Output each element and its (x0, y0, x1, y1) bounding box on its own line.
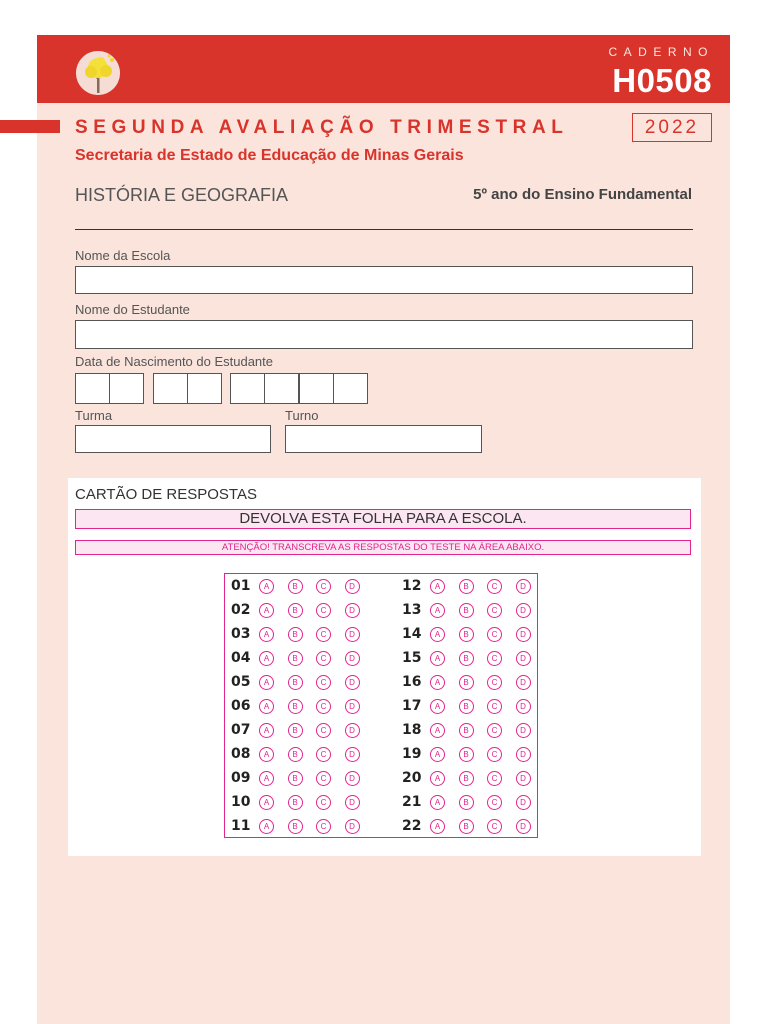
answer-bubble-d[interactable]: D (516, 771, 531, 786)
answer-bubble-a[interactable]: A (259, 579, 274, 594)
class-field[interactable] (75, 425, 271, 453)
answer-bubble-a[interactable]: A (259, 651, 274, 666)
question-number: 05 (231, 674, 251, 690)
answer-bubble-d[interactable]: D (516, 651, 531, 666)
birth-date-cell[interactable] (264, 373, 299, 404)
birth-date-cell[interactable] (299, 373, 334, 404)
answer-bubble-c[interactable]: C (316, 651, 331, 666)
question-number: 03 (231, 626, 251, 642)
answer-bubble-c[interactable]: C (316, 723, 331, 738)
answer-bubble-c[interactable]: C (487, 819, 502, 834)
answer-row (402, 648, 544, 668)
birth-date-label: Data de Nascimento do Estudante (75, 354, 274, 369)
answer-bubble-c[interactable]: C (487, 795, 502, 810)
answer-bubble-b[interactable]: B (288, 699, 303, 714)
answer-bubble-d[interactable]: D (516, 603, 531, 618)
exam-title: SEGUNDA AVALIAÇÃO TRIMESTRAL (75, 117, 569, 138)
answer-bubble-b[interactable]: B (459, 603, 474, 618)
answer-bubble-d[interactable]: D (345, 675, 360, 690)
answer-bubble-a[interactable]: A (259, 723, 274, 738)
answer-bubble-d[interactable]: D (345, 603, 360, 618)
answer-bubble-c[interactable]: C (316, 603, 331, 618)
answer-bubble-a[interactable]: A (259, 771, 274, 786)
question-number: 02 (231, 602, 251, 618)
question-number: 21 (402, 794, 422, 810)
birth-date-cell[interactable] (109, 373, 144, 404)
student-name-field[interactable] (75, 320, 693, 349)
caderno-code: H0508 (612, 62, 712, 99)
answer-bubble-d[interactable]: D (516, 723, 531, 738)
answer-row (231, 744, 373, 764)
question-number: 20 (402, 770, 422, 786)
question-number: 17 (402, 698, 422, 714)
answer-row (402, 600, 544, 620)
answer-bubble-b[interactable]: B (459, 579, 474, 594)
answer-bubble-c[interactable]: C (487, 699, 502, 714)
answer-bubble-c[interactable]: C (487, 627, 502, 642)
shift-label: Turno (285, 408, 319, 423)
answer-row (402, 816, 544, 836)
question-number: 11 (231, 818, 251, 834)
answer-bubble-a[interactable]: A (259, 675, 274, 690)
answer-bubble-b[interactable]: B (459, 819, 474, 834)
answer-bubble-b[interactable]: B (288, 579, 303, 594)
answer-row (402, 744, 544, 764)
answer-bubble-b[interactable]: B (288, 795, 303, 810)
answer-bubble-b[interactable]: B (288, 627, 303, 642)
answer-bubble-c[interactable]: C (487, 651, 502, 666)
question-number: 15 (402, 650, 422, 666)
answer-bubble-d[interactable]: D (345, 699, 360, 714)
answer-bubble-c[interactable]: C (487, 603, 502, 618)
grade-level: 5º ano do Ensino Fundamental (473, 186, 692, 203)
school-name-label: Nome da Escola (75, 248, 171, 263)
student-name-label: Nome do Estudante (75, 302, 190, 317)
answer-bubble-d[interactable]: D (516, 627, 531, 642)
birth-date-cell[interactable] (230, 373, 265, 404)
school-name-field[interactable] (75, 266, 693, 294)
answer-bubble-a[interactable]: A (430, 699, 445, 714)
answer-row (402, 672, 544, 692)
answer-bubble-d[interactable]: D (345, 747, 360, 762)
answer-bubble-a[interactable]: A (430, 747, 445, 762)
answer-row (231, 792, 373, 812)
answer-bubble-c[interactable]: C (316, 675, 331, 690)
answer-bubble-b[interactable]: B (288, 723, 303, 738)
question-number: 13 (402, 602, 422, 618)
answer-bubble-c[interactable]: C (487, 771, 502, 786)
answer-bubble-b[interactable]: B (459, 795, 474, 810)
answer-bubble-c[interactable]: C (316, 771, 331, 786)
answer-bubble-c[interactable]: C (316, 627, 331, 642)
answer-bubble-c[interactable]: C (316, 795, 331, 810)
answer-bubble-a[interactable]: A (259, 795, 274, 810)
tree-logo-icon (76, 51, 120, 95)
answer-bubble-c[interactable]: C (316, 579, 331, 594)
answer-bubble-a[interactable]: A (430, 651, 445, 666)
answer-bubble-b[interactable]: B (459, 675, 474, 690)
question-number: 22 (402, 818, 422, 834)
answer-row (231, 672, 373, 692)
shift-field[interactable] (285, 425, 482, 453)
answer-bubble-a[interactable]: A (259, 603, 274, 618)
answer-bubble-d[interactable]: D (345, 771, 360, 786)
answer-bubble-b[interactable]: B (459, 747, 474, 762)
answer-bubble-a[interactable]: A (259, 819, 274, 834)
answer-bubble-c[interactable]: C (487, 747, 502, 762)
birth-date-cell[interactable] (333, 373, 368, 404)
question-number: 07 (231, 722, 251, 738)
answer-bubble-b[interactable]: B (459, 651, 474, 666)
caderno-label: CADERNO (608, 45, 714, 59)
answer-row (402, 576, 544, 596)
answer-bubble-b[interactable]: B (288, 651, 303, 666)
answer-bubble-a[interactable]: A (430, 579, 445, 594)
subject-title: HISTÓRIA E GEOGRAFIA (75, 185, 289, 205)
answer-row (231, 600, 373, 620)
answer-row (402, 792, 544, 812)
answer-bubble-a[interactable]: A (430, 723, 445, 738)
question-number: 04 (231, 650, 251, 666)
class-label: Turma (75, 408, 113, 423)
answer-row (231, 648, 373, 668)
answer-bubble-b[interactable]: B (288, 603, 303, 618)
answer-bubble-b[interactable]: B (459, 699, 474, 714)
answer-row (231, 696, 373, 716)
question-number: 14 (402, 626, 422, 642)
answer-bubble-d[interactable]: D (345, 651, 360, 666)
exam-year: 2022 (632, 113, 712, 142)
answer-bubble-d[interactable]: D (345, 723, 360, 738)
answer-bubble-b[interactable]: B (459, 627, 474, 642)
return-notice: DEVOLVA ESTA FOLHA PARA A ESCOLA. (75, 509, 691, 529)
answer-row (402, 624, 544, 644)
answer-bubble-a[interactable]: A (430, 771, 445, 786)
answer-bubble-d[interactable]: D (345, 819, 360, 834)
question-number: 08 (231, 746, 251, 762)
question-number: 12 (402, 578, 422, 594)
answer-bubble-b[interactable]: B (288, 675, 303, 690)
answer-bubble-a[interactable]: A (430, 627, 445, 642)
answer-bubble-a[interactable]: A (259, 747, 274, 762)
attention-notice: ATENÇÃO! TRANSCREVA AS RESPOSTAS DO TESTE NA ÁREA ABAIXO. (75, 540, 691, 555)
answer-bubble-d[interactable]: D (345, 795, 360, 810)
answer-row (402, 696, 544, 716)
answer-bubble-d[interactable]: D (516, 699, 531, 714)
answer-bubble-a[interactable]: A (430, 819, 445, 834)
answer-bubble-a[interactable]: A (430, 675, 445, 690)
answer-bubble-b[interactable]: B (459, 723, 474, 738)
answer-bubble-c[interactable]: C (316, 747, 331, 762)
answer-bubble-b[interactable]: B (288, 771, 303, 786)
answer-bubble-d[interactable]: D (516, 819, 531, 834)
answer-bubble-a[interactable]: A (259, 627, 274, 642)
secretaria-name: Secretaria de Estado de Educação de Minas Gerais (75, 147, 464, 164)
question-number: 16 (402, 674, 422, 690)
answer-bubble-c[interactable]: C (316, 819, 331, 834)
answer-bubble-d[interactable]: D (516, 579, 531, 594)
answer-row (402, 768, 544, 788)
answer-bubble-b[interactable]: B (288, 747, 303, 762)
answer-bubble-d[interactable]: D (345, 627, 360, 642)
answer-bubble-a[interactable]: A (430, 795, 445, 810)
question-number: 18 (402, 722, 422, 738)
side-accent-stripe (0, 120, 60, 133)
birth-date-cell[interactable] (153, 373, 188, 404)
question-number: 06 (231, 698, 251, 714)
answer-bubble-c[interactable]: C (316, 699, 331, 714)
answer-bubble-a[interactable]: A (430, 603, 445, 618)
answer-row (231, 768, 373, 788)
answer-bubble-b[interactable]: B (459, 771, 474, 786)
question-number: 19 (402, 746, 422, 762)
answer-card-title: CARTÃO DE RESPOSTAS (75, 486, 257, 503)
answer-bubble-c[interactable]: C (487, 675, 502, 690)
answer-bubble-c[interactable]: C (487, 723, 502, 738)
birth-date-cell[interactable] (75, 373, 110, 404)
answer-bubble-d[interactable]: D (345, 579, 360, 594)
answer-bubble-d[interactable]: D (516, 747, 531, 762)
answer-row (231, 720, 373, 740)
header-divider (75, 229, 693, 230)
answer-row (231, 816, 373, 836)
question-number: 09 (231, 770, 251, 786)
answer-bubble-d[interactable]: D (516, 675, 531, 690)
answer-bubble-b[interactable]: B (288, 819, 303, 834)
answer-bubble-d[interactable]: D (516, 795, 531, 810)
birth-date-cell[interactable] (187, 373, 222, 404)
answer-bubble-a[interactable]: A (259, 699, 274, 714)
answer-row (402, 720, 544, 740)
answer-row (231, 624, 373, 644)
answer-bubble-c[interactable]: C (487, 579, 502, 594)
answer-row (231, 576, 373, 596)
question-number: 01 (231, 578, 251, 594)
question-number: 10 (231, 794, 251, 810)
